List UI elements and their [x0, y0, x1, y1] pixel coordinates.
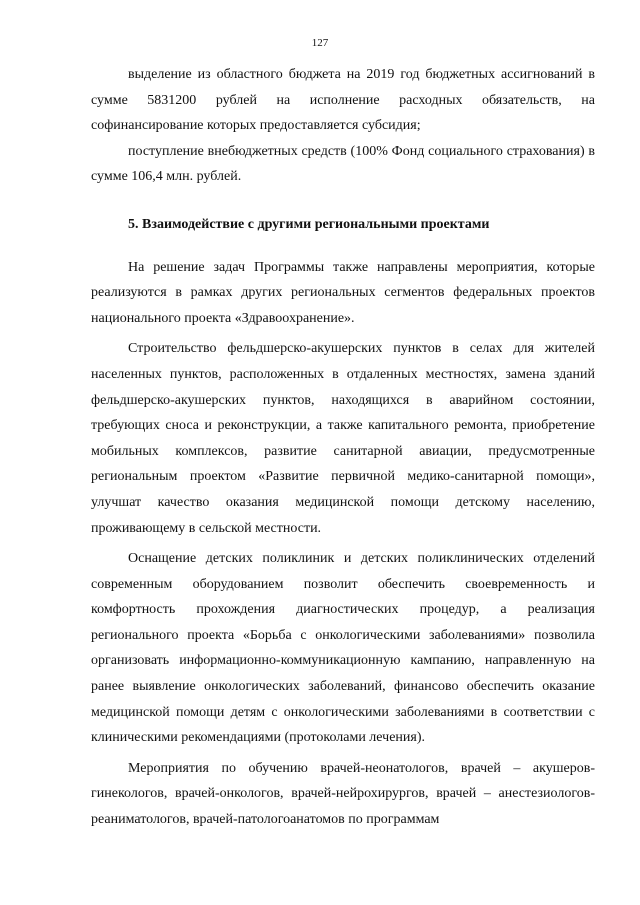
page-number: 127: [311, 37, 329, 49]
paragraph-training: Мероприятия по обучению врачей-неонатологов, врачей – акушеров-гинекологов, врачей-онкологов, врачей-нейрохирургов, врачей – анестезиологов-реаниматологов, врачей-патологоанатомов по программам: [91, 760, 595, 828]
section-heading: 5. Взаимодействие с другими региональными проектами: [128, 216, 490, 232]
paragraph-equipment: Оснащение детских поликлиник и детских поликлинических отделений современным оборудованием позволит обеспечить своевременность и комфортность прохождения диагностических процедур, а реализация регионального проекта «Борьба с онкологическими заболеваниями» позволила организовать информационно-коммуникационную кампанию, направленную на ранее выявление онкологических заболеваний, финансово обеспечить оказание медицинской помощи детям с онкологическими заболеваниями в соответствии с клиническими рекомендациями (протоколами лечения).: [91, 551, 595, 746]
document-body: [91, 62, 595, 833]
paragraph-construction: Строительство фельдшерско-акушерских пунктов в селах для жителей населенных пунктов, расположенных в отдаленных местностях, замена зданий фельдшерско-акушерских пунктов, находящихся в аварийном состоянии, требующих сноса и реконструкции, а также капитального ремонта, приобретение мобильных комплексов, развитие санитарной авиации, предусмотренные региональным проектом «Развитие первичной медико-санитарной помощи», улучшат качество оказания медицинской помощи детскому населению, проживающему в сельской местности.: [91, 341, 595, 536]
paragraph-program-tasks: На решение задач Программы также направлены мероприятия, которые реализуются в рамках других региональных сегментов федеральных проектов национального проекта «Здравоохранение».: [91, 259, 595, 326]
paragraph-budget-allocation: выделение из областного бюджета на 2019 год бюджетных ассигнований в сумме 5831200 рублей на исполнение расходных обязательств, на софинансирование которых предоставляется субсидия;: [91, 67, 595, 134]
paragraph-extra-budget-funds: поступление внебюджетных средств (100% Фонд социального страхования) в сумме 106,4 млн. рублей.: [91, 143, 595, 185]
